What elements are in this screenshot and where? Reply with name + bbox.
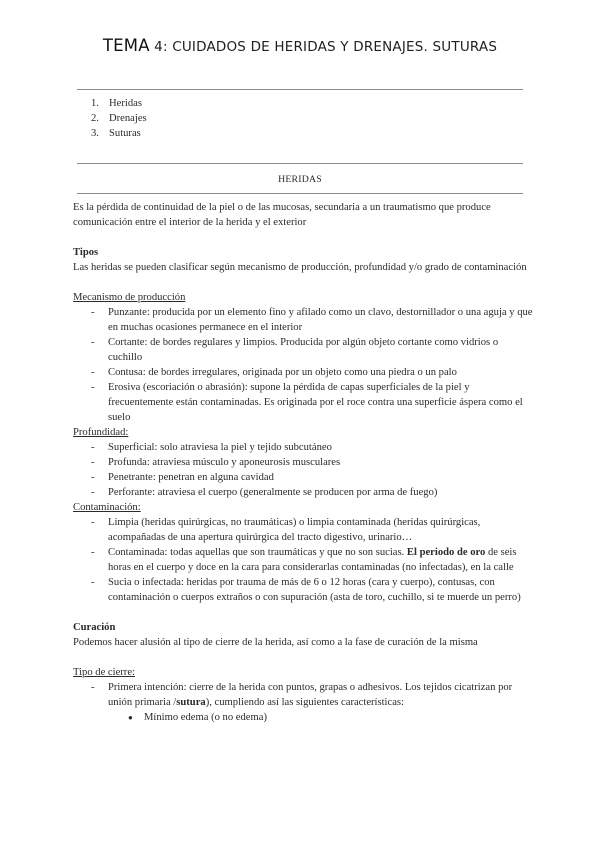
definition-paragraph: Es la pérdida de continuidad de la piel o de las mucosas, secundaria a un traumatismo que produce comunicación entre el interior de la herida y el exterior <box>73 202 491 228</box>
cierre-list <box>73 680 533 710</box>
profundidad-list <box>73 440 533 500</box>
contaminacion-heading: Contaminación: <box>73 502 141 513</box>
section-heading: HERIDAS <box>278 174 322 185</box>
cierre-heading: Tipo de cierre: <box>73 667 135 678</box>
list-item: - Superficial: solo atraviesa la piel y tejido subcutáneo <box>91 442 332 453</box>
curacion-intro: Podemos hacer alusión al tipo de cierre de la herida, así como a la fase de curación de la misma <box>73 637 478 648</box>
list-item: - Primera intención: cierre de la herida con puntos, grapas o adhesivos. Los tejidos cicatrizan por unión primaria /sutura), cumpliendo así las siguientes características: <box>91 682 513 708</box>
toc-item-drenajes: 2. Drenajes <box>91 113 147 124</box>
tipos-intro: Las heridas se pueden clasificar según mecanismo de producción, profundidad y/o grado de contaminación <box>73 262 527 273</box>
curacion-heading: Curación <box>73 622 116 633</box>
list-item: - Punzante: producida por un elemento fino y afilado como un clavo, destornillador o una aguja y que en muchas ocasiones permanece en el interior <box>91 307 533 333</box>
list-item: - Sucia o infectada: heridas por trauma de más de 6 o 12 horas (cara y cuerpo), contusas, con contaminación o cuerpos extraños o con supuración (asta de toro, cuchillo, si te muerde un perro) <box>91 577 521 603</box>
document-title <box>0 36 600 57</box>
list-item: - Contusa: de bordes irregulares, originada por un objeto como una piedra o un palo <box>91 367 457 378</box>
toc-item-suturas: 3. Suturas <box>91 128 141 139</box>
divider-section-top <box>77 163 523 164</box>
list-item: - Erosiva (escoriación o abrasión): supone la pérdida de capas superficiales de la piel y frecuentemente están contaminadas. Es originada por el roce contra una superficie áspera como el suelo <box>91 382 523 423</box>
list-item: - Profunda: atraviesa músculo y aponeurosis musculares <box>91 457 341 468</box>
contaminacion-list <box>73 515 533 605</box>
list-item: - Contaminada: todas aquellas que son traumáticas y que no son sucias. El periodo de oro de seis horas en el cuerpo y doce en la cara para considerarlas contaminadas (no infectadas), en la calle <box>91 547 517 573</box>
profundidad-heading: Profundidad: <box>73 427 129 438</box>
list-item: - Cortante: de bordes regulares y limpios. Producida por algún objeto cortante como vidrios o cuchillo <box>91 337 499 363</box>
table-of-contents <box>91 96 147 141</box>
document-body <box>73 200 533 725</box>
mecanismo-list <box>73 305 533 425</box>
divider-section-bottom <box>77 193 523 194</box>
toc-item-heridas: 1. Heridas <box>91 98 142 109</box>
list-item: - Penetrante: penetran en alguna cavidad <box>91 472 274 483</box>
title-rest: 4: CUIDADOS DE HERIDAS Y DRENAJES. SUTURAS <box>149 39 498 55</box>
list-item: ● Mínimo edema (o no edema) <box>128 712 267 723</box>
list-item: - Perforante: atraviesa el cuerpo (generalmente se producen por arma de fuego) <box>91 487 438 498</box>
bullet-icon: ● <box>128 713 133 722</box>
caracteristicas-list <box>73 710 533 725</box>
mecanismo-heading: Mecanismo de producción <box>73 292 186 303</box>
divider-top <box>77 89 523 90</box>
tipos-heading: Tipos <box>73 247 99 258</box>
title-strong: TEMA <box>102 36 150 55</box>
list-item: - Limpia (heridas quirúrgicas, no traumáticas) o limpia contaminada (heridas quirúrgicas, acompañadas de una apertura quirúrgica del tracto digestivo, urinario… <box>91 517 481 543</box>
